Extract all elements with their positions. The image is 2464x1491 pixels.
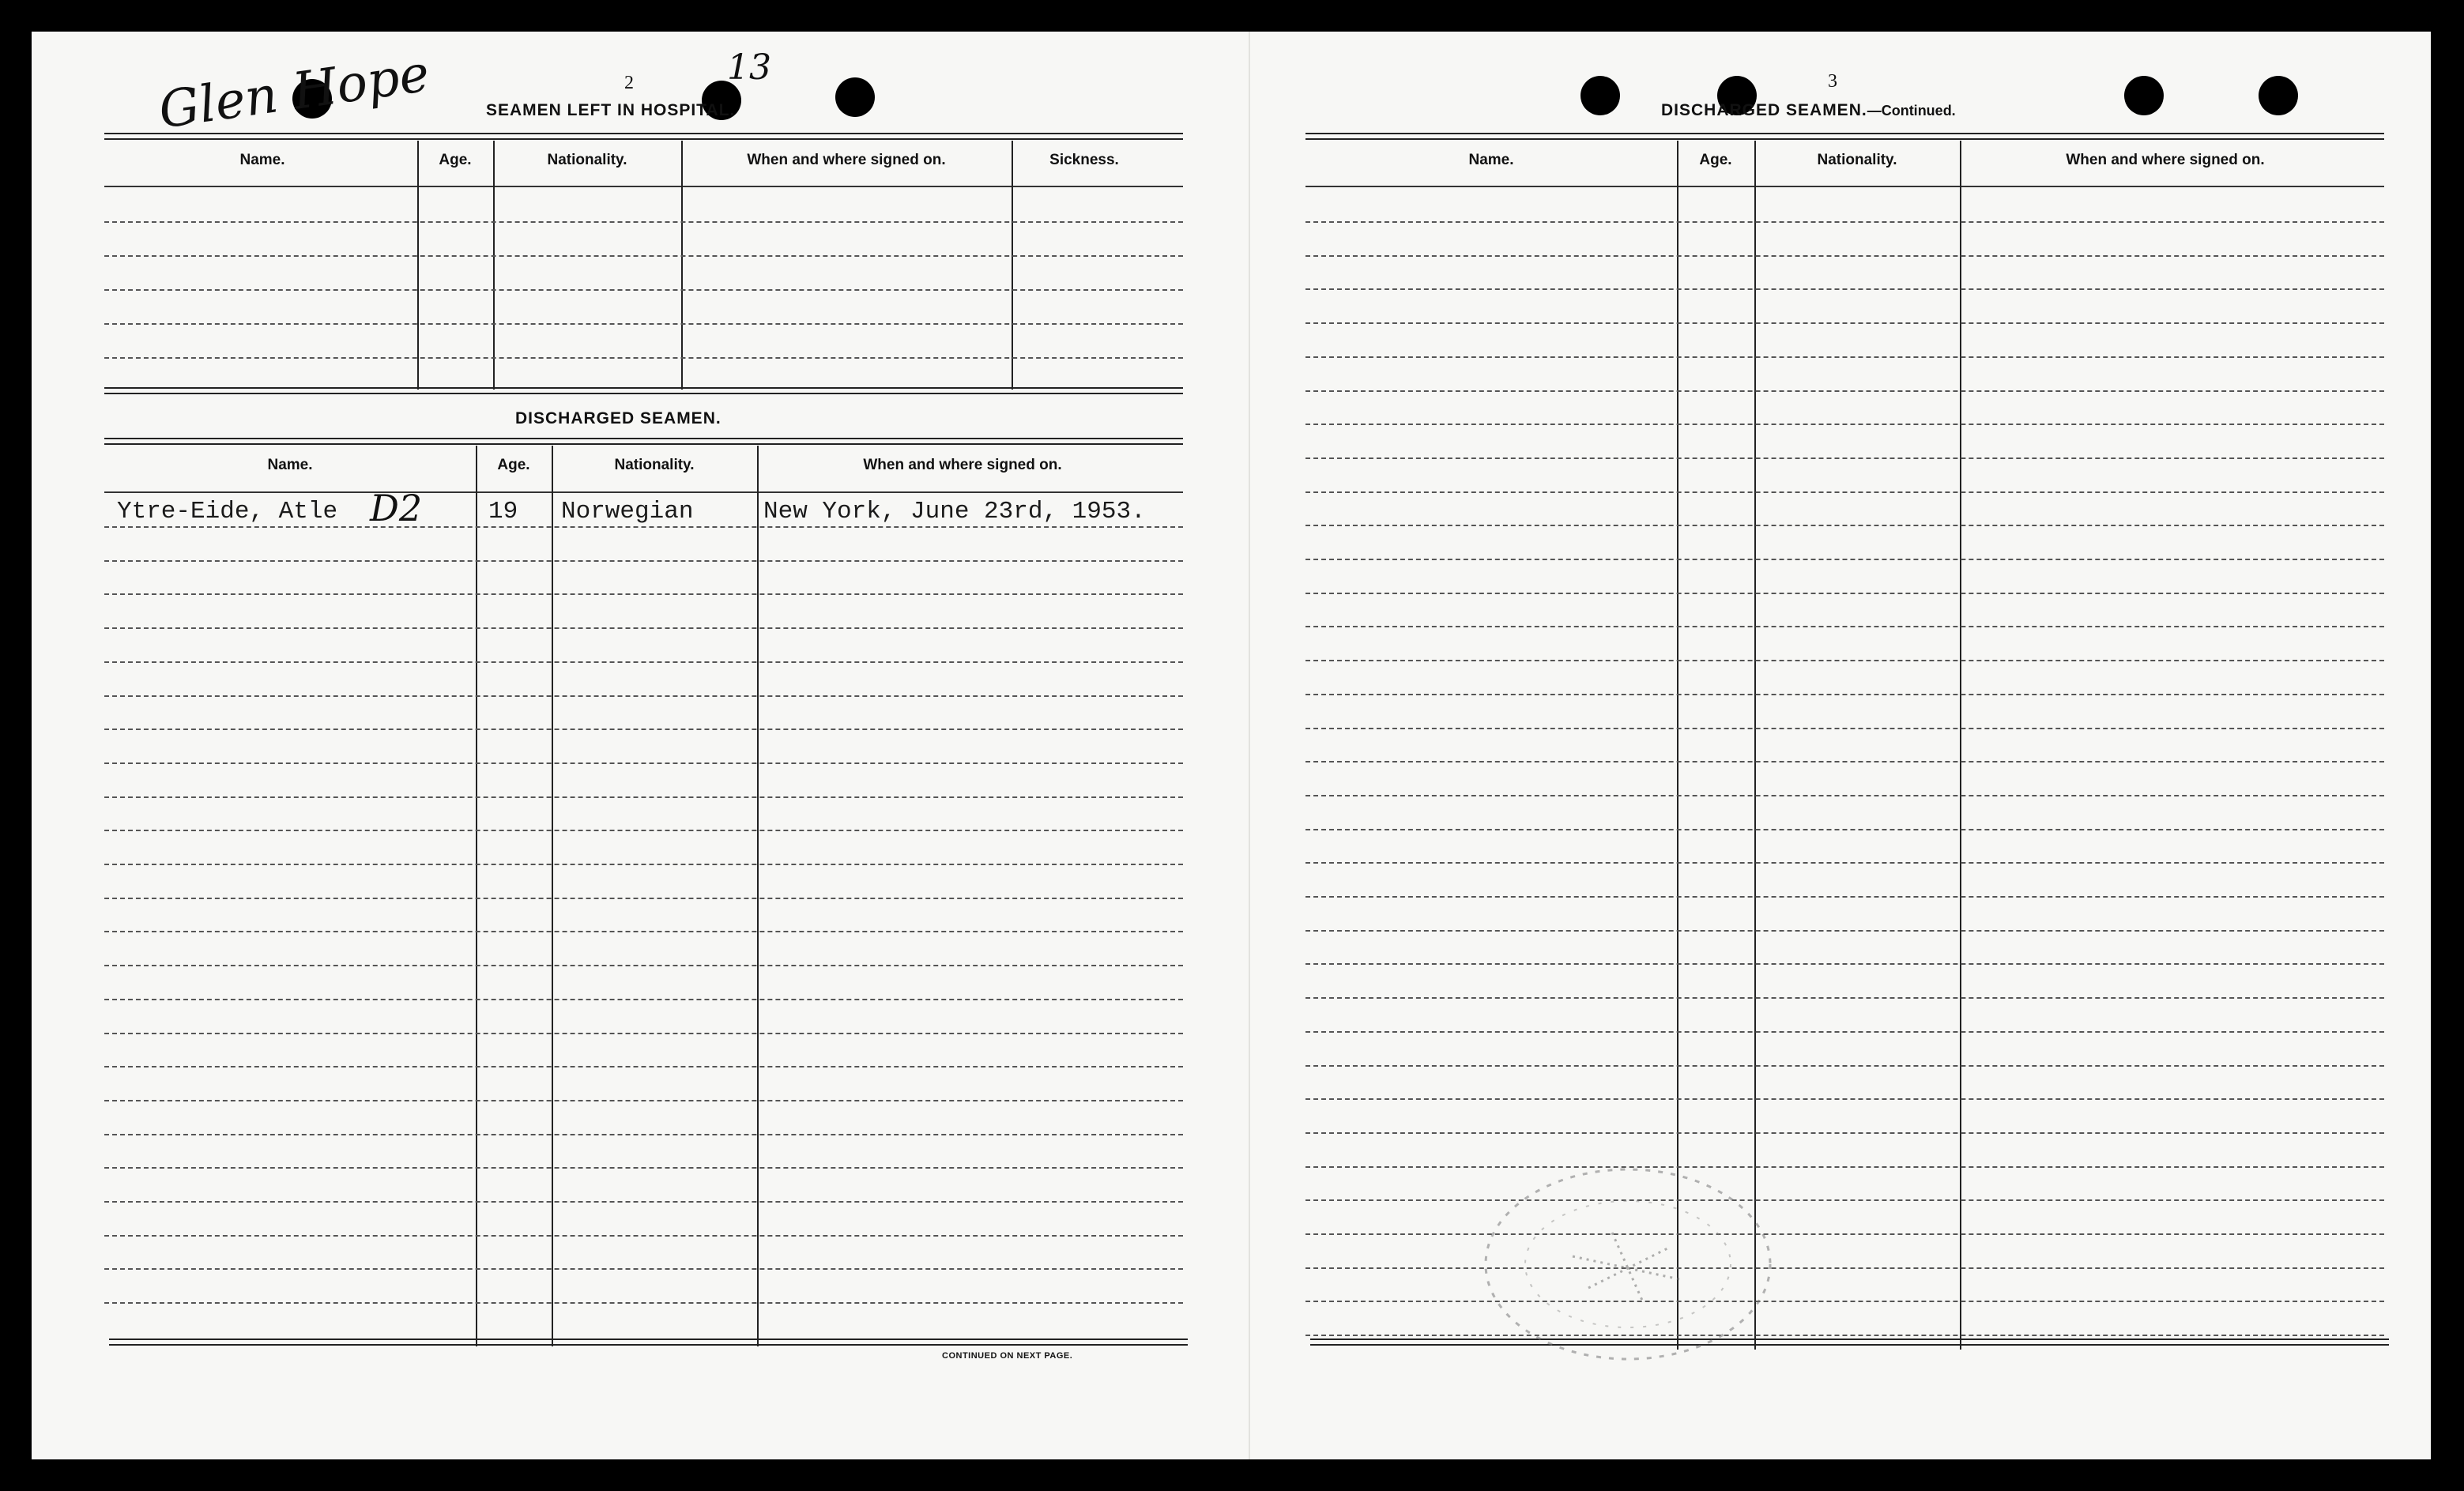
hospital-header-name: Name.: [239, 152, 285, 168]
row-line: [104, 695, 1183, 697]
hospital-header-age: Age.: [439, 152, 472, 168]
discharged-header-signed-on: When and where signed on.: [863, 457, 1062, 473]
discharged-row-nationality: Norwegian: [561, 498, 694, 525]
right-header-age: Age.: [1699, 152, 1732, 168]
row-line: [1305, 1233, 2384, 1235]
handwritten-vessel-name: Glen Hope: [155, 44, 433, 141]
right-header-name: Name.: [1468, 152, 1514, 168]
row-line: [104, 627, 1183, 629]
row-line: [104, 1134, 1183, 1135]
row-line: [104, 526, 1183, 528]
discharged-header-age: Age.: [497, 457, 530, 473]
row-line: [1305, 322, 2384, 324]
row-line: [1305, 457, 2384, 459]
discharged-header-rule: [104, 491, 1183, 493]
handwritten-initials: D2: [370, 487, 423, 529]
row-line: [1305, 424, 2384, 425]
hospital-row-line: [104, 323, 1183, 325]
row-line: [1305, 1301, 2384, 1302]
row-line: [104, 560, 1183, 562]
hospital-row-line: [104, 289, 1183, 291]
row-line: [1305, 963, 2384, 965]
row-line: [1305, 1031, 2384, 1033]
right-title-suffix: —Continued.: [1867, 103, 1956, 119]
hospital-row-line: [104, 221, 1183, 223]
row-line: [104, 830, 1183, 831]
row-line: [1305, 1098, 2384, 1100]
row-line: [1305, 525, 2384, 526]
punch-hole: [835, 77, 875, 117]
row-line: [104, 729, 1183, 730]
row-line: [1305, 761, 2384, 762]
row-line: [1305, 1267, 2384, 1269]
row-line: [104, 864, 1183, 865]
punch-hole: [2259, 76, 2298, 115]
row-line: [1305, 795, 2384, 796]
discharged-row-signed-on: New York, June 23rd, 1953.: [763, 498, 1146, 525]
row-line: [1305, 221, 2384, 223]
row-line: [104, 593, 1183, 595]
discharged-top-rule: [104, 438, 1183, 445]
right-header-signed-on: When and where signed on.: [2066, 152, 2265, 168]
right-top-rule: [1305, 133, 2384, 140]
left-page-number: 2: [624, 73, 634, 93]
hospital-header-rule: [104, 186, 1183, 187]
row-line: [1305, 1166, 2384, 1168]
hospital-section-title: SEAMEN LEFT IN HOSPITAL.: [486, 101, 736, 119]
hospital-row-line: [104, 357, 1183, 359]
row-line: [104, 898, 1183, 899]
document-sheet: [32, 32, 2431, 1459]
row-line: [1305, 255, 2384, 257]
row-line: [104, 1066, 1183, 1067]
row-line: [104, 1100, 1183, 1101]
row-line: [104, 1201, 1183, 1203]
row-line: [1305, 829, 2384, 830]
row-line: [1305, 593, 2384, 594]
punch-hole: [2124, 76, 2164, 115]
row-line: [104, 762, 1183, 764]
row-line: [1305, 1132, 2384, 1134]
circular-stamp: [1478, 1162, 1778, 1367]
row-line: [104, 1033, 1183, 1034]
row-line: [1305, 288, 2384, 290]
row-line: [1305, 390, 2384, 392]
row-line: [104, 1235, 1183, 1237]
right-bottom-rule: [1310, 1339, 2389, 1346]
right-header-nationality: Nationality.: [1817, 152, 1897, 168]
discharged-header-nationality: Nationality.: [614, 457, 695, 473]
right-section-title: [1661, 101, 1956, 120]
row-line: [104, 661, 1183, 663]
hospital-col-divider: [681, 141, 683, 390]
right-header-rule: [1305, 186, 2384, 187]
row-line: [1305, 728, 2384, 729]
right-page-number: 3: [1828, 71, 1837, 92]
row-line: [104, 965, 1183, 966]
right-title-main: DISCHARGED SEAMEN.: [1661, 101, 1867, 119]
row-line: [1305, 1065, 2384, 1067]
hospital-col-divider: [1012, 141, 1013, 390]
handwritten-mark: 13: [727, 47, 771, 88]
row-line: [104, 1268, 1183, 1270]
hospital-row-line: [104, 255, 1183, 257]
hospital-col-divider: [417, 141, 419, 390]
punch-hole: [1581, 76, 1620, 115]
row-line: [1305, 694, 2384, 695]
discharged-bottom-rule: [109, 1339, 1188, 1346]
discharged-col-divider: [476, 446, 477, 1346]
row-line: [104, 796, 1183, 798]
row-line: [1305, 930, 2384, 932]
hospital-col-divider: [493, 141, 495, 390]
hospital-header-sickness: Sickness.: [1049, 152, 1119, 168]
row-line: [1305, 491, 2384, 493]
discharged-col-divider: [757, 446, 759, 1346]
discharged-row-age: 19: [488, 498, 518, 525]
row-line: [104, 931, 1183, 932]
hospital-bottom-rule: [104, 387, 1183, 394]
row-line: [1305, 896, 2384, 898]
row-line: [104, 1167, 1183, 1169]
discharged-section-title: DISCHARGED SEAMEN.: [515, 409, 721, 427]
row-line: [1305, 660, 2384, 661]
row-line: [1305, 626, 2384, 627]
row-line: [104, 1302, 1183, 1304]
row-line: [1305, 559, 2384, 560]
page-fold: [1249, 32, 1250, 1459]
row-line: [1305, 862, 2384, 864]
hospital-top-rule: [104, 133, 1183, 140]
row-line: [1305, 1199, 2384, 1201]
continued-footnote: CONTINUED ON NEXT PAGE.: [942, 1351, 1073, 1361]
discharged-header-name: Name.: [267, 457, 313, 473]
row-line: [1305, 997, 2384, 999]
row-line: [1305, 1335, 2384, 1336]
row-line: [104, 999, 1183, 1000]
hospital-header-nationality: Nationality.: [547, 152, 627, 168]
discharged-row-name: Ytre-Eide, Atle: [117, 498, 338, 525]
row-line: [1305, 356, 2384, 358]
hospital-header-signed-on: When and where signed on.: [747, 152, 946, 168]
discharged-col-divider: [552, 446, 553, 1346]
